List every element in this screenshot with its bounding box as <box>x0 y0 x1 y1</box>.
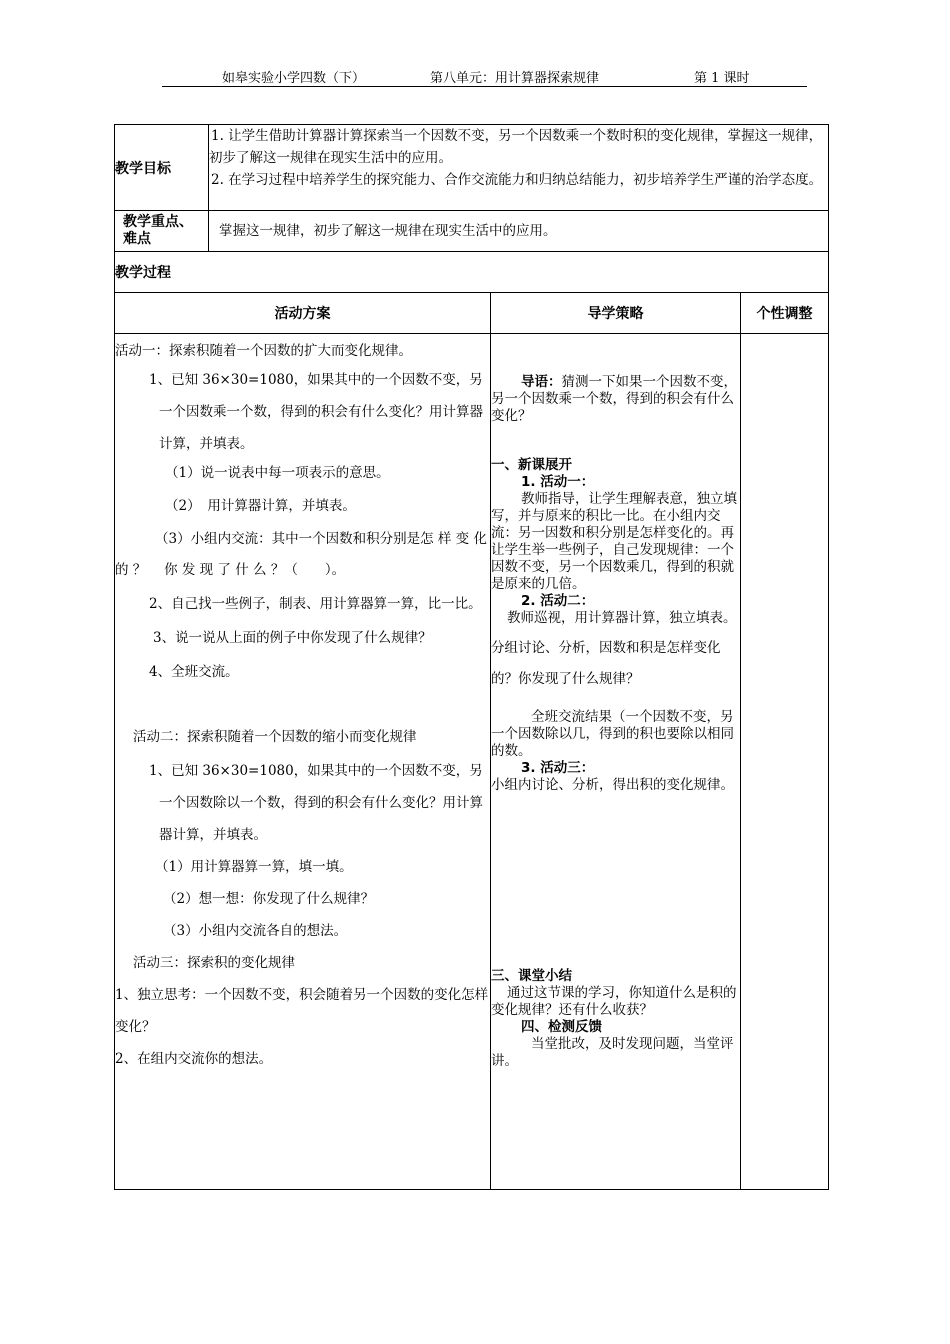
strategy-column <box>491 334 741 1190</box>
objectives-label: 教学目标 <box>115 125 209 211</box>
activity-1-sub-1: （1）说一说表中每一项表示的意思。 <box>165 465 390 481</box>
objectives-row <box>115 125 829 211</box>
activity-2-sub-1: （1）用计算器算一算，填一填。 <box>155 859 353 875</box>
adjustment-column <box>741 334 829 1190</box>
activity-3-strategy: 小组内讨论、分析，得出积的变化规律。 <box>491 777 734 793</box>
activity-1-question-1: 1、已知 36×30=1080，如果其中的一个因数不变，另一个因数乘一个数，得到的积会有什么变化？用计算器计算，并填表。 <box>149 372 483 452</box>
activity-1-sub-3: （3）小组内交流：其中一个因数和积分别是怎 样 变 化 的 ？ 你 发 现 了 什 么 ？（ ）。 <box>115 531 487 578</box>
column-header-adjust: 个性调整 <box>741 293 829 334</box>
activity-1-strategy: 教师指导，让学生理解表意，独立填写，并与原来的积比一比。在小组内交流：另一因数和积分别是怎样变化的。再让学生举一些例子，自己发现规律：一个因数不变，另一个因数乘几，得到的积就是原来的几倍。 <box>491 491 737 592</box>
objectives-content <box>209 125 829 211</box>
activity-3-title: 活动三：探索积的变化规律 <box>133 955 295 971</box>
activity-1-question-2: 2、自己找一些例子，制表、用计算器算一算，比一比。 <box>149 596 482 612</box>
objective-1: 1. 让学生借助计算器计算探索当一个因数不变，另一个因数乘一个数时积的变化规律，掌握这一规律，初步了解这一规律在现实生活中的应用。 <box>209 128 823 166</box>
activity-2-question-1: 1、已知 36×30=1080，如果其中的一个因数不变，另一个因数除以一个数，得到的积会有什么变化？用计算器计算，并填表。 <box>149 763 483 843</box>
key-points-text: 掌握这一规律，初步了解这一规律在现实生活中的应用。 <box>209 211 829 252</box>
activity-2-heading: 2. 活动二： <box>521 593 595 609</box>
activity-3-question-2: 2、在组内交流你的想法。 <box>115 1051 273 1067</box>
activity-2-strategy-summary: 全班交流结果（一个因数不变，另一个因数除以几，得到的积也要除以相同的数。 <box>491 709 734 759</box>
header-school: 如皋实验小学四数（下） <box>222 71 366 86</box>
key-points-label: 教学重点、难点 <box>115 211 209 252</box>
activity-1-sub-2: （2） 用计算器计算，并填表。 <box>165 498 356 514</box>
section-4-text: 当堂批改，及时发现问题，当堂评讲。 <box>491 1036 734 1069</box>
activity-1-heading: 1. 活动一： <box>521 474 595 490</box>
activity-1-title: 活动一：探索积随着一个因数的扩大而变化规律。 <box>115 343 412 359</box>
activity-column <box>115 334 491 1190</box>
column-header-activity: 活动方案 <box>115 293 491 334</box>
activity-1-question-3: 3、说一说从上面的例子中你发现了什么规律？ <box>153 630 432 646</box>
activity-3-question-1: 1、独立思考：一个因数不变，积会随着另一个因数的变化怎样变化？ <box>115 987 489 1035</box>
activity-2-sub-2: （2）想一想：你发现了什么规律？ <box>163 891 375 907</box>
header-unit: 第八单元：用计算器探索规律 <box>430 71 600 86</box>
objective-2: 2. 在学习过程中培养学生的探究能力、合作交流能力和归纳总结能力，初步培养学生严谨的治学态度。 <box>211 172 823 188</box>
activity-2-title: 活动二：探索积随着一个因数的缩小而变化规律 <box>133 729 417 745</box>
activity-2-sub-3: （3）小组内交流各自的想法。 <box>163 923 348 939</box>
section-3-text: 通过这节课的学习，你知道什么是积的变化规律？还有什么收获？ <box>491 985 737 1018</box>
column-header-row <box>115 293 829 334</box>
header-lesson: 第 1 课时 <box>694 71 750 86</box>
key-points-row <box>115 211 829 252</box>
section-1-heading: 一、新课展开 <box>491 457 572 473</box>
activity-2-strategy: 教师巡视，用计算器计算，独立填表。 <box>507 610 737 626</box>
strategy-intro <box>491 374 740 425</box>
strategy-intro-label: 导语： <box>521 374 562 390</box>
process-row <box>115 252 829 293</box>
section-3-heading: 三、课堂小结 <box>491 968 572 984</box>
process-label: 教学过程 <box>115 252 829 293</box>
column-header-strategy: 导学策略 <box>491 293 741 334</box>
lesson-plan-table <box>114 124 829 1190</box>
activity-3-heading: 3. 活动三： <box>521 760 595 776</box>
content-row <box>115 334 829 1190</box>
strategy-intro-text: 猜测一下如果一个因数不变，另一个因数乘一个数，得到的积会有什么变化？ <box>491 374 737 424</box>
section-4-heading: 四、检测反馈 <box>521 1019 602 1035</box>
activity-1-question-4: 4、全班交流。 <box>149 664 239 680</box>
page-header <box>162 66 807 87</box>
activity-2-strategy-discussion: 分组讨论、分析，因数和积是怎样变化的？你发现了什么规律？ <box>491 640 721 687</box>
